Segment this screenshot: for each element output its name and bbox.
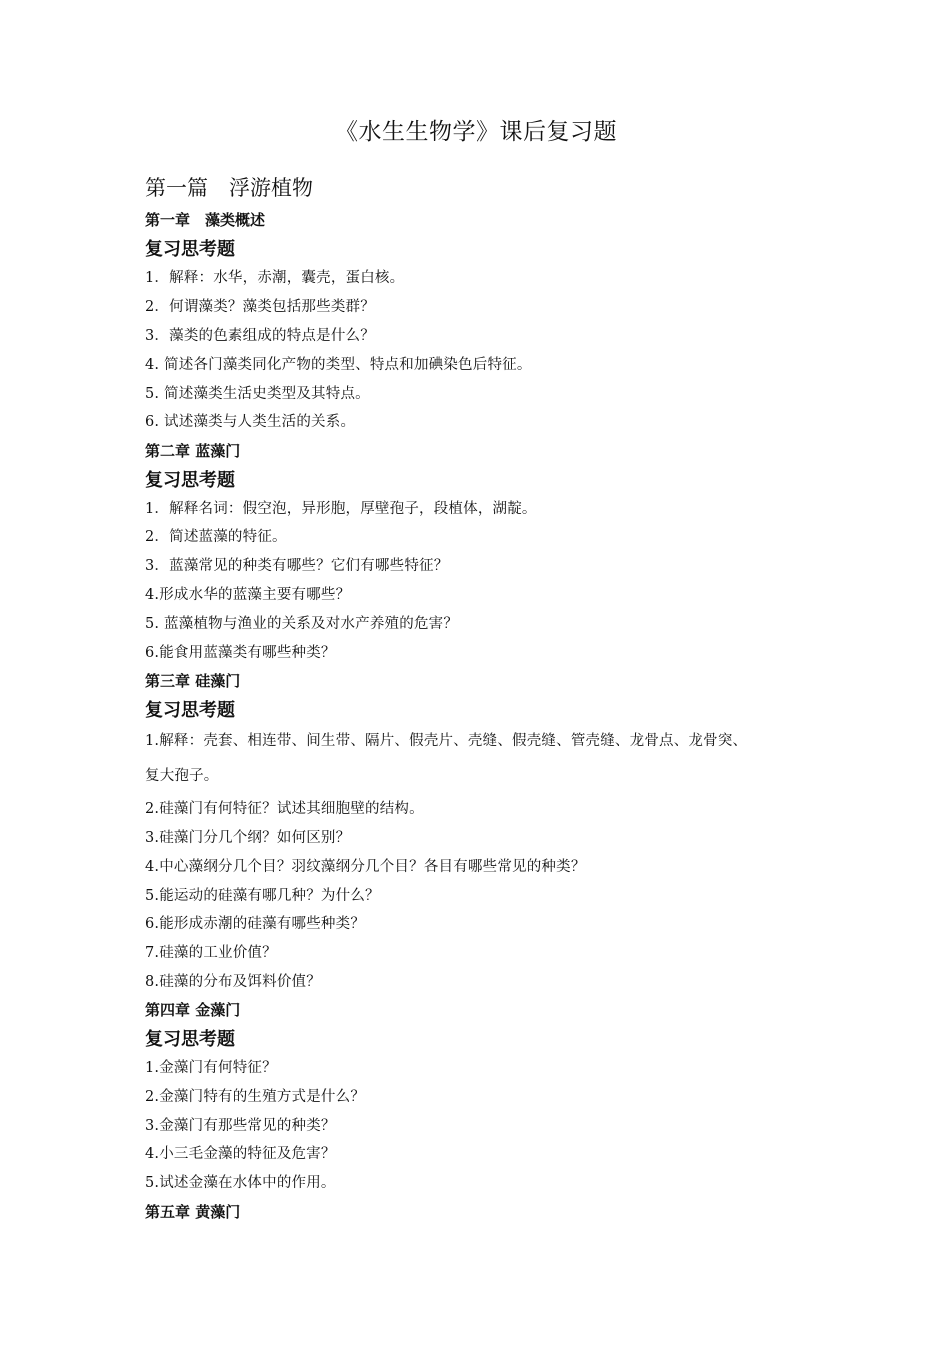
question-item: 2．简述蓝藻的特征。 [145,529,287,545]
chapter-heading: 第五章 黄藻门 [145,1203,241,1221]
question-item: 1.金藻门有何特征？ [145,1060,277,1076]
chapter-heading: 第二章 蓝藻门 [145,442,241,460]
question-item: 8.硅藻的分布及饵料价值？ [145,974,321,990]
document-title: 《水生生物学》课后复习题 [335,119,617,145]
question-item: 4.形成水华的蓝藻主要有哪些？ [145,587,351,603]
question-item: 5. 蓝藻植物与渔业的关系及对水产养殖的危害？ [145,616,459,632]
question-item: 5.能运动的硅藻有哪几种？为什么？ [145,888,380,904]
question-item: 2.金藻门特有的生殖方式是什么？ [145,1089,366,1105]
question-item: 3.硅藻门分几个纲？如何区别？ [145,830,351,846]
question-item: 2.硅藻门有何特征？试述其细胞壁的结构。 [145,801,424,817]
question-item: 5.试述金藻在水体中的作用。 [145,1175,336,1191]
question-item: 2．何谓藻类？藻类包括那些类群？ [145,299,375,315]
question-item: 1．解释名词：假空泡，异形胞，厚壁孢子，段植体，湖靛。 [145,501,537,517]
part-heading: 第一篇 浮游植物 [145,176,313,200]
chapter-heading: 第一章 藻类概述 [145,211,266,229]
question-item: 4.中心藻纲分几个目？羽纹藻纲分几个目？各目有哪些常见的种类？ [145,859,586,875]
question-item: 4. 简述各门藻类同化产物的类型、特点和加碘染色后特征。 [145,357,532,373]
chapter-heading: 第四章 金藻门 [145,1001,241,1019]
review-heading: 复习思考题 [145,239,235,260]
question-item: 7.硅藻的工业价值？ [145,945,277,961]
review-heading: 复习思考题 [145,700,235,721]
question-item: 5. 简述藻类生活史类型及其特点。 [145,386,370,402]
question-item: 1.解释：壳套、相连带、间生带、隔片、假壳片、壳缝、假壳缝、管壳缝、龙骨点、龙骨突、 [145,733,748,749]
question-item: 3.金藻门有那些常见的种类？ [145,1118,336,1134]
question-item: 3．蓝藻常见的种类有哪些？它们有哪些特征？ [145,558,449,574]
chapter-heading: 第三章 硅藻门 [145,672,241,690]
review-heading: 复习思考题 [145,1029,235,1050]
question-item: 6.能食用蓝藻类有哪些种类？ [145,645,336,661]
question-item: 4.小三毛金藻的特征及危害？ [145,1146,336,1162]
question-item: 复大孢子。 [145,768,219,784]
question-item: 6. 试述藻类与人类生活的关系。 [145,414,356,430]
question-item: 3．藻类的色素组成的特点是什么？ [145,328,375,344]
review-heading: 复习思考题 [145,470,235,491]
question-item: 6.能形成赤潮的硅藻有哪些种类？ [145,916,366,932]
question-item: 1．解释：水华，赤潮，囊壳，蛋白核。 [145,270,405,286]
